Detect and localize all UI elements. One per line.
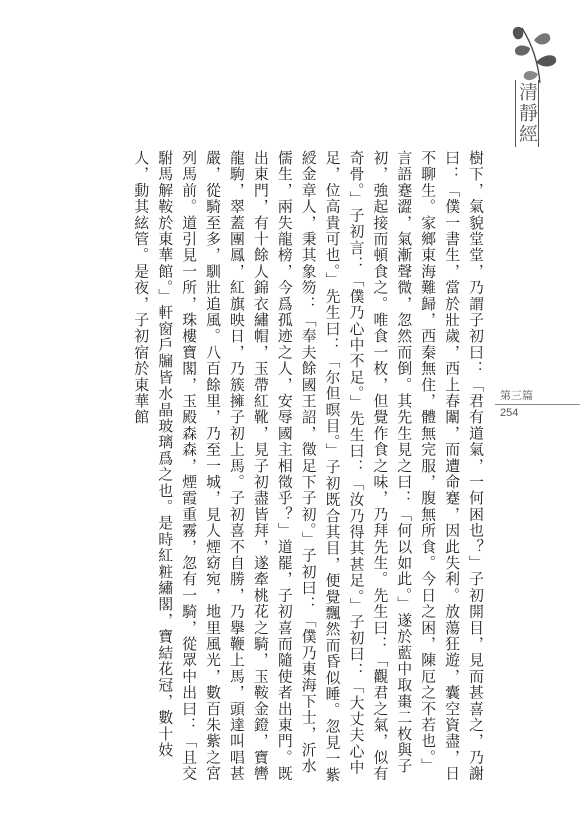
body-text xyxy=(92,150,487,790)
book-title: 清靜經 xyxy=(516,82,538,145)
section-divider xyxy=(495,404,580,405)
section-label: 第三篇 xyxy=(500,389,533,402)
page-number: 254 xyxy=(500,407,519,419)
paragraph: 樹下，氣貌堂堂，乃謂子初曰：「君有道氣，一何困也？」子初開目，見而甚喜之，乃謝曰：「僕一書生，當於壯歲，西上春闈，而遭命蹇，因此失利。放蕩狂遊，囊空資盡，日不聊生。家鄉東海難歸，西秦無住，體無完服，腹無所食。今日之困，陳厄之不若也。」言語蹇澀，氣漸聲微，忽然而倒。其先生見之曰：「何以如此。」遂於藍中取棗二枚與子初，強起接而頓食之。唯食一枚，但覺作食之味，乃拜先生。先生曰：「觀君之氣，似有奇骨。」子初言：「僕乃心中不足。」先生曰：「汝乃得其甚足。」子初曰：「大丈夫心中足，位高貴可也。」先生曰：「尔但暝目。」子初既合其目，便覺飄然而昏似睡。忽見一紫綬金章人，秉其象笏：「奉夫餘國王詔，徵足下子初。」子初曰：「僕乃東海下士，沂水儒生，兩失龍榜，今爲孤迹之人，安辱國主相徵乎？」道罷，子初喜而隨使者出東門。既出東門，有十餘人錦衣繡帽，玉帶紅靴，見子初盡皆拜，遂牽桃花之騎，玉鞍金鐙，寶轡龍駒，翠蓋團鳳，紅旗映日，乃簇擁子初上馬。子初喜不自勝，乃擧鞭上馬，頭達叫唱甚嚴，從騎至多，馴壯追風。八百餘里，乃至一城，見人煙窈宛，地里風光，數百朱紫之宮列馬前。道引見一所，珠樓寶閣，玉殿森森，煙霞重霧，忽有一騎，從眾中出曰：「且交駙馬解鞍於東華館。」軒窗戶牖皆水晶玻璃爲之也。是時紅粧繡閣，寶結花冠，數十妓人，動其絃管。是夜，子初宿於東華館 xyxy=(132,150,484,784)
